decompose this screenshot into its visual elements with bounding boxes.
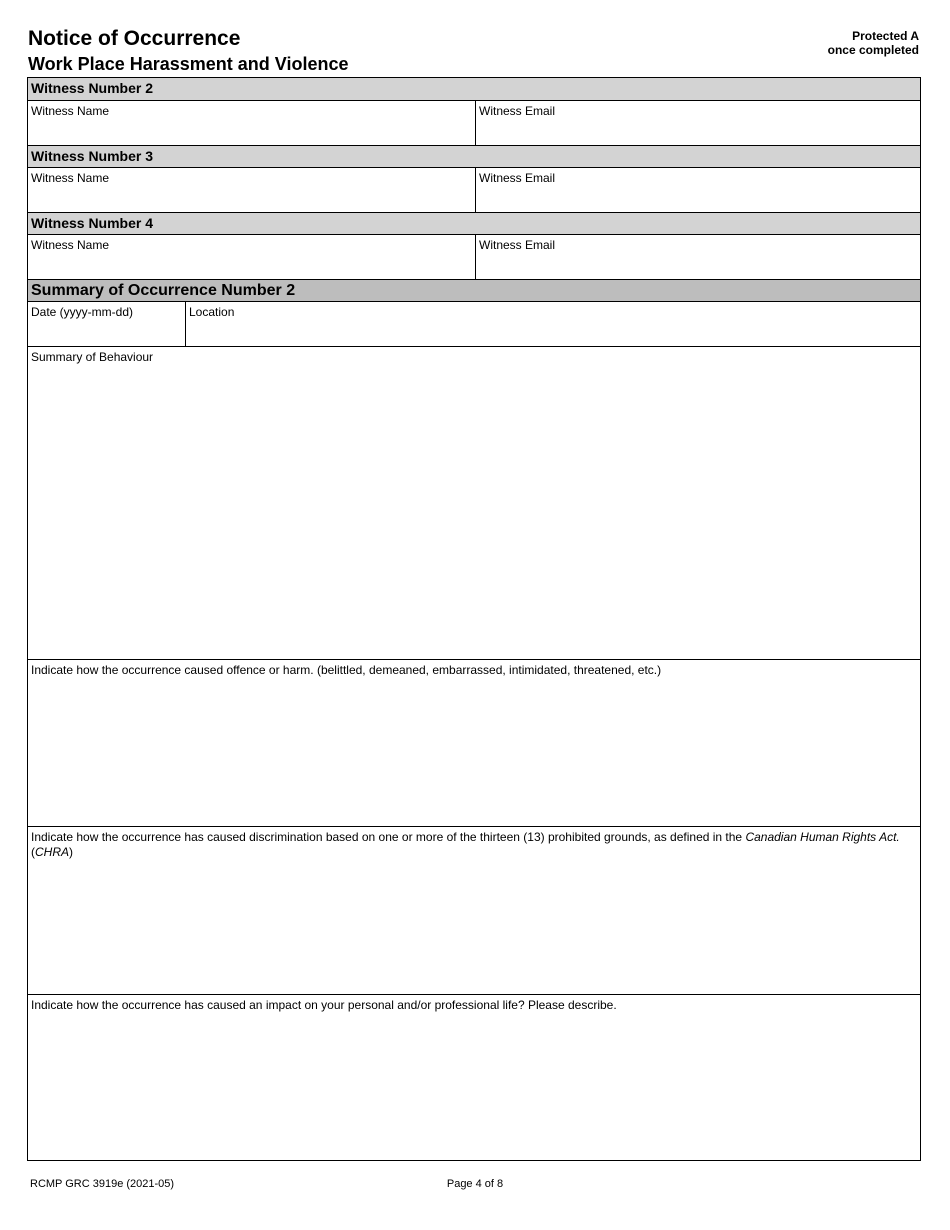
- form-id: RCMP GRC 3919e (2021-05): [30, 1178, 175, 1190]
- witness-3-name-label: Witness Name: [31, 171, 110, 185]
- witness-2-name-label: Witness Name: [31, 104, 110, 118]
- date-label: Date (yyyy-mm-dd): [31, 305, 134, 319]
- witness-3-email-label: Witness Email: [479, 171, 556, 185]
- date-field[interactable]: [28, 302, 185, 347]
- witness-2-email-field[interactable]: [475, 101, 920, 145]
- harm-field[interactable]: [28, 660, 920, 826]
- page-subtitle: Work Place Harassment and Violence: [28, 54, 349, 74]
- discrimination-field[interactable]: [28, 827, 920, 994]
- witness-4-email-label: Witness Email: [479, 238, 556, 252]
- protected-line-2: once completed: [827, 43, 919, 57]
- witness-2-heading: Witness Number 2: [28, 78, 920, 101]
- location-field[interactable]: [185, 302, 920, 347]
- discrimination-label: [31, 830, 917, 860]
- harm-label: Indicate how the occurrence caused offence or harm. (belittled, demeaned, embarrassed, intimidated, threatened, etc.): [31, 663, 662, 677]
- chra-abbrev: CHRA: [35, 845, 70, 859]
- witness-3-email-field[interactable]: [475, 168, 920, 212]
- protected-notice: [828, 29, 919, 57]
- location-label: Location: [189, 305, 235, 319]
- behaviour-field[interactable]: [28, 347, 920, 659]
- chra-act-title: Canadian Human Rights Act.: [745, 830, 900, 844]
- witness-3-name-field[interactable]: [28, 168, 475, 212]
- occurrence-form: [27, 77, 921, 1161]
- witness-4-email-field[interactable]: [475, 235, 920, 279]
- witness-4-name-field[interactable]: [28, 235, 475, 279]
- impact-label: Indicate how the occurrence has caused an impact on your personal and/or professional life? Please describe.: [31, 998, 617, 1012]
- summary-heading: Summary of Occurrence Number 2: [28, 279, 920, 302]
- witness-4-heading: Witness Number 4: [28, 212, 920, 235]
- discrimination-label-text: Indicate how the occurrence has caused discrimination based on one or more of the thirteen (13) prohibited grounds, as defined in the: [31, 830, 746, 844]
- page-title: Notice of Occurrence: [28, 27, 241, 50]
- impact-field[interactable]: [28, 995, 920, 1160]
- witness-3-heading: Witness Number 3: [28, 145, 920, 168]
- chra-paren-close: ): [69, 845, 74, 859]
- witness-2-email-label: Witness Email: [479, 104, 556, 118]
- behaviour-label: Summary of Behaviour: [31, 350, 154, 364]
- protected-line-1: Protected A: [852, 29, 919, 43]
- page-number: Page 4 of 8: [446, 1178, 504, 1190]
- witness-2-name-field[interactable]: [28, 101, 475, 145]
- witness-4-name-label: Witness Name: [31, 238, 110, 252]
- chra-paren-open: (: [31, 845, 35, 859]
